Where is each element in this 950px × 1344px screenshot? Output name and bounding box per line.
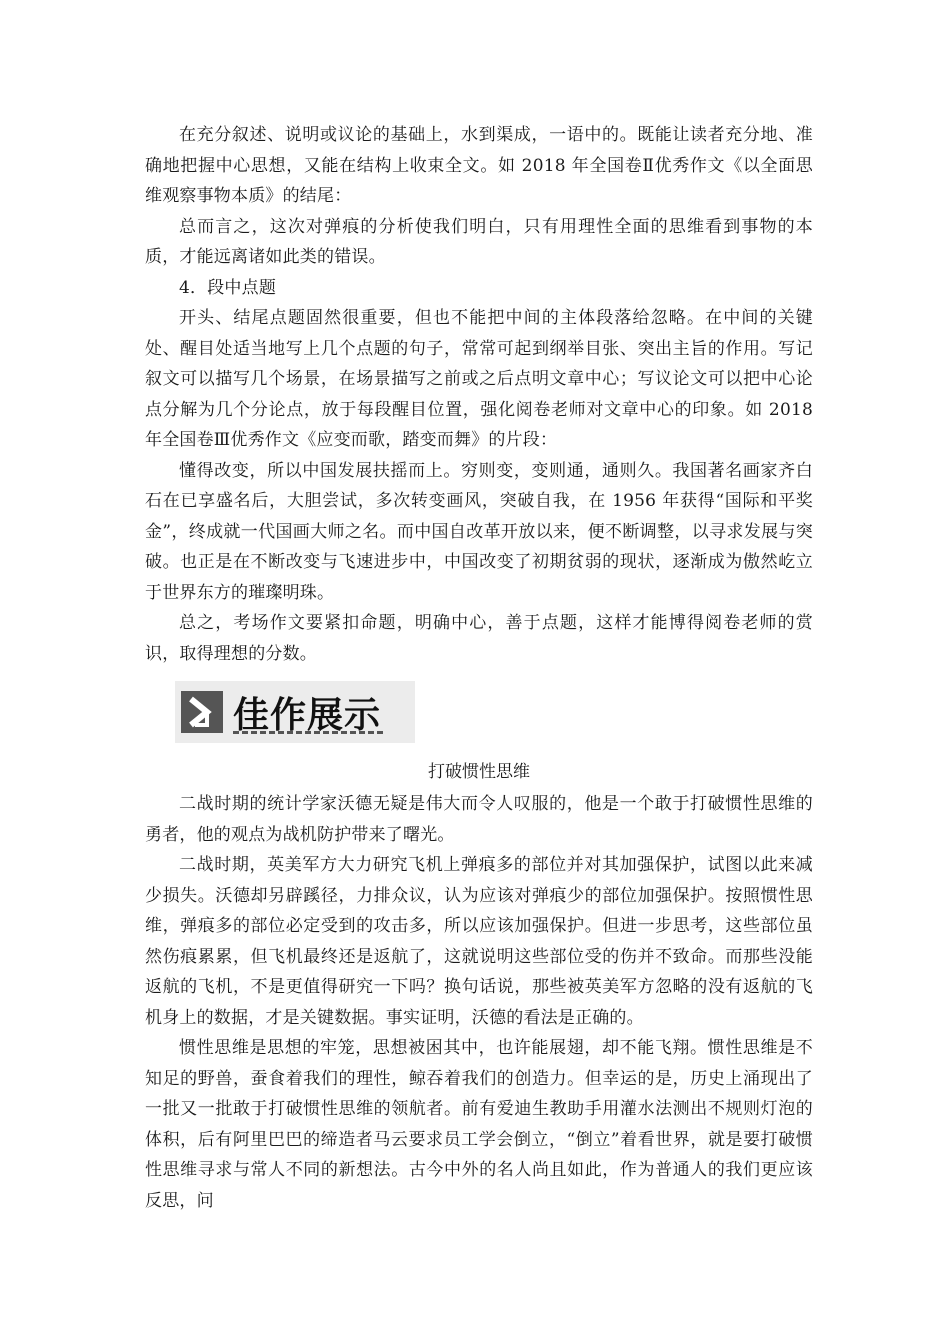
section-heading: 4．段中点题 — [179, 277, 277, 298]
essay-title: 打破惯性思维 — [428, 762, 530, 782]
paragraph-body: 开头、结尾点题固然很重要，但也不能把中间的主体段落给忽略。在中间的关键处、醒目处适当地写上几个点题的句子，常常可起到纲举目张、突出主旨的作用。写记叙文可以描写几个场景，在场景描写之前或之后点明文章中心；写议论文可以把中心论点分解为几个分论点，放于每段醒目位置，强化阅卷老师对文章中心的印象。如 2018 年全国卷Ⅲ优秀作文《应变而歌，踏变而舞》的片段： — [145, 308, 813, 450]
banner-title: 佳作展示 — [233, 695, 382, 736]
document-body — [145, 120, 813, 1216]
essay-paragraph: 二战时期，英美军方大力研究飞机上弹痕多的部位并对其加强保护，试图以此来减少损失。沃德却另辟蹊径，力排众议，认为应该对弹痕少的部位加强保护。按照惯性思维，弹痕多的部位必定受到的攻击多，所以应该加强保护。但进一步思考，这些部位虽然伤痕累累，但飞机最终还是返航了，这就说明这些部位受的伤并不致命。而那些没能返航的飞机，不是更值得研究一下吗？换句话说，那些被英美军方忽略的没有返航的飞机身上的数据，才是关键数据。事实证明，沃德的看法是正确的。 — [145, 855, 813, 1028]
quoted-excerpt: 懂得改变，所以中国发展扶摇而上。穷则变，变则通，通则久。我国著名画家齐白石在已享盛名后，大胆尝试，多次转变画风，突破自我，在 1956 年获得“国际和平奖金”，终成就一代国画大师之名。而中国自改革开放以来，便不断调整，以寻求发展与突破。也正是在不断改变与飞速进步中，中国改变了初期贫弱的现状，逐渐成为傲然屹立于世界东方的璀璨明珠。 — [145, 460, 813, 603]
banner-underline — [233, 731, 383, 734]
chevron-right-icon — [181, 691, 223, 733]
essay-paragraph: 惯性思维是思想的牢笼，思想被困其中，也许能展翅，却不能飞翔。惯性思维是不知足的野兽，蚕食着我们的理性，鲸吞着我们的创造力。但幸运的是，历史上涌现出了一批又一批敢于打破惯性思维的领航者。前有爱迪生教助手用灌水法测出不规则灯泡的体积，后有阿里巴巴的缔造者马云要求员工学会倒立，“倒立”着看世界，就是要打破惯性思维寻求与常人不同的新想法。古今中外的名人尚且如此，作为普通人的我们更应该反思，问 — [145, 1038, 813, 1211]
essay-paragraph: 二战时期的统计学家沃德无疑是伟大而令人叹服的，他是一个敢于打破惯性思维的勇者，他的观点为战机防护带来了曙光。 — [145, 794, 813, 845]
paragraph-intro: 在充分叙述、说明或议论的基础上，水到渠成，一语中的。既能让读者充分地、准确地把握中心思想，又能在结构上收束全文。如 2018 年全国卷Ⅱ优秀作文《以全面思维观察事物本质》的结尾： — [145, 125, 813, 206]
paragraph-summary: 总之，考场作文要紧扣命题，明确中心，善于点题，这样才能博得阅卷老师的赏识，取得理想的分数。 — [145, 613, 813, 664]
section-banner — [175, 681, 415, 743]
quoted-ending: 总而言之，这次对弹痕的分析使我们明白，只有用理性全面的思维看到事物的本质，才能远离诸如此类的错误。 — [145, 216, 813, 267]
